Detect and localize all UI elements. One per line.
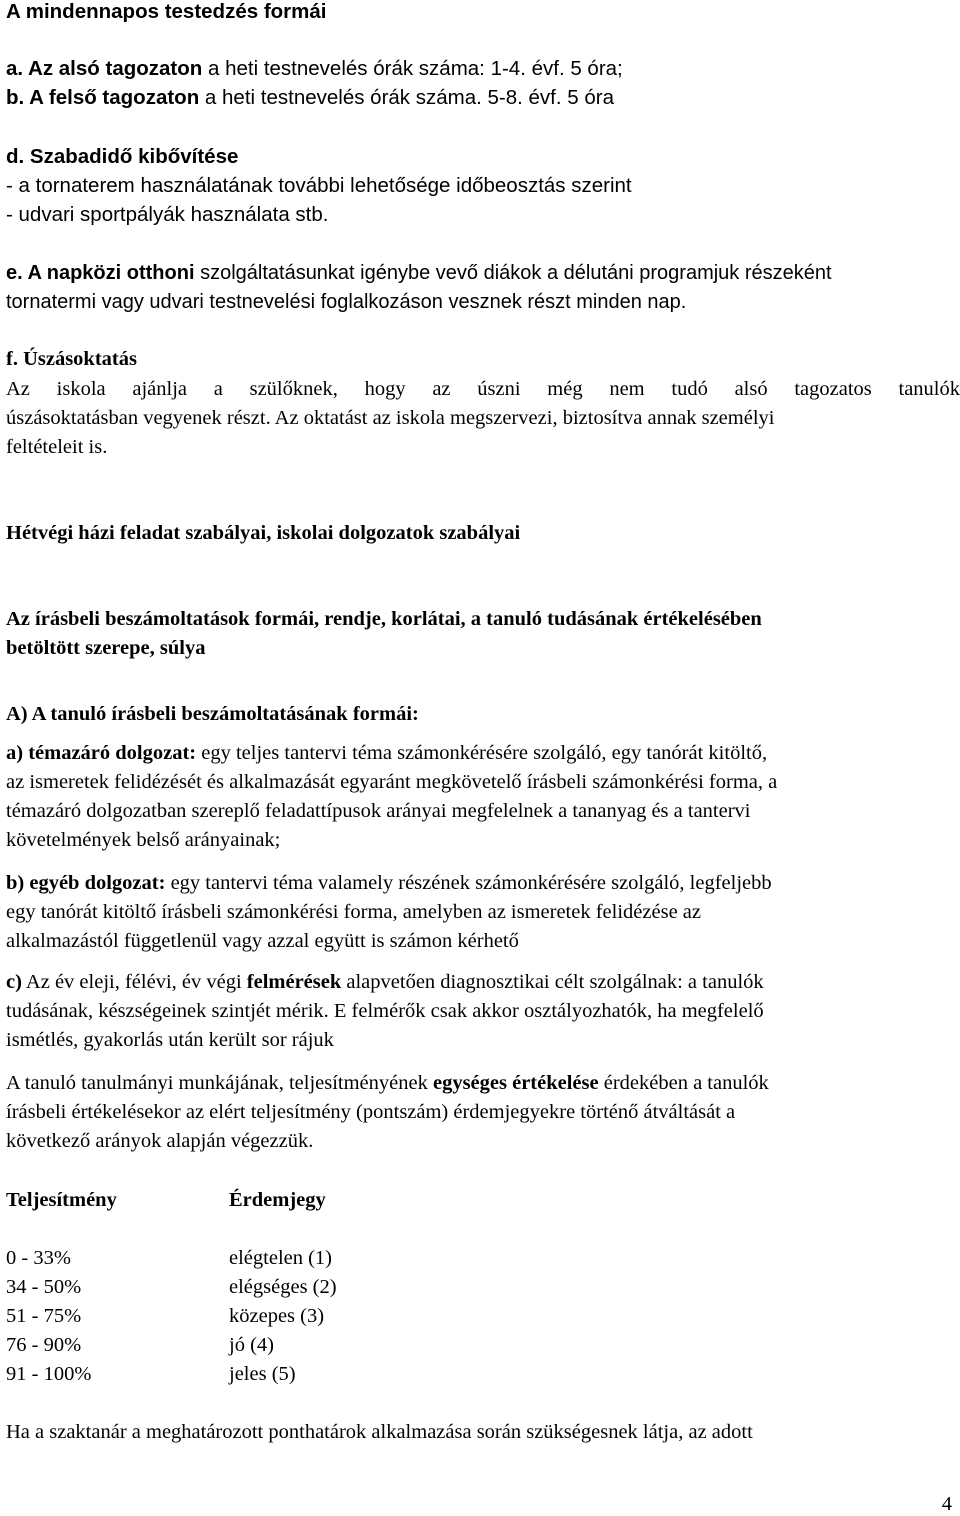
para-a-line2: az ismeretek felidézését és alkalmazását egyaránt megkövetelő írásbeli számonkérési forma, a [6, 771, 778, 793]
page-number: 4 [941, 1493, 952, 1515]
table-row-grade: elégtelen (1) [229, 1247, 333, 1269]
heading-homework: Hétvégi házi feladat szabályai, iskolai dolgozatok szabályai [6, 522, 521, 544]
table-row-range: 51 - 75% [6, 1305, 82, 1327]
table-row-grade: közepes (3) [229, 1305, 325, 1327]
para-b-line1: b) egyéb dolgozat: egy tantervi téma valamely részének számonkérésére szolgáló, legfeljebb [6, 872, 772, 894]
item-f-line3: feltételeit is. [6, 436, 108, 458]
item-e-line2: tornatermi vagy udvari testnevelési foglalkozáson vesznek részt minden nap. [6, 291, 687, 313]
section-title: A mindennapos testedzés formái [6, 0, 327, 23]
table-header-grade: Érdemjegy [229, 1189, 326, 1211]
item-a: a. Az alsó tagozaton a heti testnevelés órák száma: 1-4. évf. 5 óra; [6, 57, 623, 80]
para-a-line3: témazáró dolgozatban szereplő feladattípusok arányai megfelelnek a tananyag és a tantervi [6, 800, 751, 822]
para-c-line3: ismétlés, gyakorlás után került sor rájuk [6, 1029, 334, 1051]
table-row-range: 91 - 100% [6, 1363, 92, 1385]
para-c-line1: c) Az év eleji, félévi, év végi felmérések alapvetően diagnosztikai célt szolgálnak: a tanulók [6, 971, 764, 993]
table-row-grade: jeles (5) [229, 1363, 296, 1385]
table-header-performance: Teljesítmény [6, 1189, 117, 1211]
subheading-line2: betöltött szerepe, súlya [6, 637, 206, 659]
forms-heading: A) A tanuló írásbeli beszámoltatásának formái: [6, 703, 419, 725]
final-paragraph-line: Ha a szaktanár a meghatározott ponthatárok alkalmazása során szükségesnek látja, az adott [6, 1421, 753, 1443]
para-d-line2: írásbeli értékelésekor az elért teljesítmény (pontszám) érdemjegyekre történő átváltását a [6, 1101, 736, 1123]
para-c-line2: tudásának, készségeinek szintjét mérik. E felmérők csak akkor osztályozhatók, ha megfelelő [6, 1000, 764, 1022]
item-f-title: f. Úszásoktatás [6, 348, 137, 370]
para-a-line1: a) témazáró dolgozat: egy teljes tantervi téma számonkérésére szolgáló, egy tanórát kitöltő, [6, 742, 768, 764]
para-b-line2: egy tanórát kitöltő írásbeli számonkérési forma, amelyben az ismeretek felidézése az [6, 901, 701, 923]
para-d-line1: A tanuló tanulmányi munkájának, teljesítményének egységes értékelése érdekében a tanulók [6, 1072, 769, 1094]
table-row-grade: jó (4) [229, 1334, 274, 1356]
table-row-grade: elégséges (2) [229, 1276, 337, 1298]
item-d-title: d. Szabadidő kibővítése [6, 145, 239, 168]
item-b: b. A felső tagozaton a heti testnevelés órák száma. 5-8. évf. 5 óra [6, 86, 614, 109]
table-row-range: 0 - 33% [6, 1247, 71, 1269]
subheading-line1: Az írásbeli beszámoltatások formái, rendje, korlátai, a tanuló tudásának értékelésében [6, 608, 762, 630]
item-f-line2: úszásoktatásban vegyenek részt. Az oktatást az iskola megszervezi, biztosítva annak személyi [6, 407, 775, 429]
table-row-range: 34 - 50% [6, 1276, 82, 1298]
table-row-range: 76 - 90% [6, 1334, 82, 1356]
para-d-line3: következő arányok alapján végezzük. [6, 1130, 314, 1152]
item-f-line1: Az iskola ajánlja a szülőknek, hogy az úszni még nem tudó alsó tagozatos tanulók [6, 378, 960, 400]
item-d-line2: - udvari sportpályák használata stb. [6, 203, 329, 226]
para-b-line3: alkalmazástól függetlenül vagy azzal együtt is számon kérhető [6, 930, 519, 952]
item-d-line1: - a tornaterem használatának további lehetősége időbeosztás szerint [6, 174, 632, 197]
para-a-line4: követelmények belső arányainak; [6, 829, 281, 851]
item-e-line1: e. A napközi otthoni szolgáltatásunkat igénybe vevő diákok a délutáni programjuk részeként [6, 262, 832, 284]
